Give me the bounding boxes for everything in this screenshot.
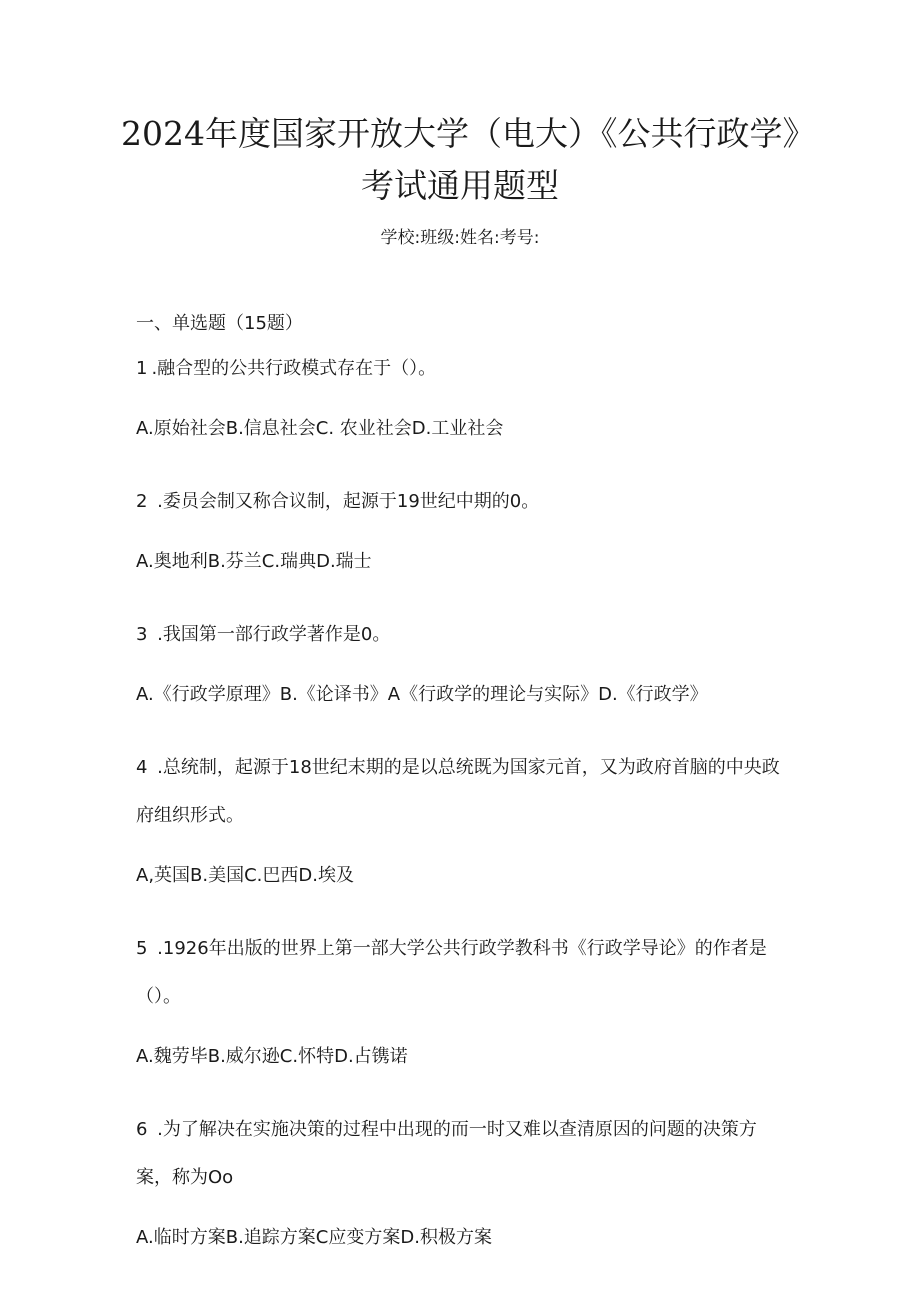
- question-stem: [136, 925, 786, 1021]
- question-options: A.临时方案B.追踪方案C应变方案D.积极方案: [136, 1227, 492, 1248]
- question-options: A.魏劳毕B.威尔逊C.怀特D.占镌诺: [136, 1046, 408, 1067]
- student-info-line: 学校:班级:姓名:考号:: [380, 228, 540, 248]
- question-text: .为了解决在实施决策的过程中出现的而一时又难以查清原因的问题的决策方案，称为Oo: [136, 1119, 757, 1188]
- question-2: [136, 478, 786, 574]
- question-text: .我国第一部行政学著作是0。: [151, 624, 391, 645]
- section-heading: 一、单选题（15题）: [136, 313, 303, 334]
- question-number: 6: [136, 1119, 148, 1140]
- question-text: .委员会制又称合议制，起源于19世纪中期的0。: [151, 491, 540, 512]
- question-6: [136, 1106, 786, 1250]
- question-stem: [136, 744, 786, 840]
- question-options: A.奥地利B.芬兰C.瑞典D.瑞士: [136, 551, 372, 572]
- question-options: A,英国B.美国C.巴西D.埃及: [136, 865, 354, 886]
- question-4: [136, 744, 786, 888]
- document-title: 2024年度国家开放大学（电大）《公共行政学》考试通用题型: [121, 114, 799, 205]
- question-options: A.《行政学原理》B.《论译书》A《行政学的理论与实际》D.《行政学》: [136, 684, 708, 705]
- document-content: [136, 312, 786, 1299]
- question-text: .1926年出版的世界上第一部大学公共行政学教科书《行政学导论》的作者是（）。: [136, 938, 767, 1007]
- question-options: A.原始社会B.信息社会C. 农业社会D.工业社会: [136, 418, 504, 439]
- question-text: .总统制，起源于18世纪末期的是以总统既为国家元首，又为政府首脑的中央政府组织形式。: [136, 757, 780, 826]
- question-number: 3: [136, 624, 148, 645]
- question-number: 4: [136, 757, 148, 778]
- question-text: .融合型的公共行政模式存在于（）。: [151, 358, 437, 379]
- question-number: 5: [136, 938, 148, 959]
- question-number: 1: [136, 358, 148, 379]
- question-3: [136, 611, 786, 707]
- question-stem: [136, 478, 786, 526]
- question-stem: [136, 1106, 786, 1202]
- question-number: 2: [136, 491, 148, 512]
- question-1: [136, 345, 786, 441]
- question-stem: [136, 611, 786, 659]
- question-stem: [136, 345, 786, 393]
- question-5: [136, 925, 786, 1069]
